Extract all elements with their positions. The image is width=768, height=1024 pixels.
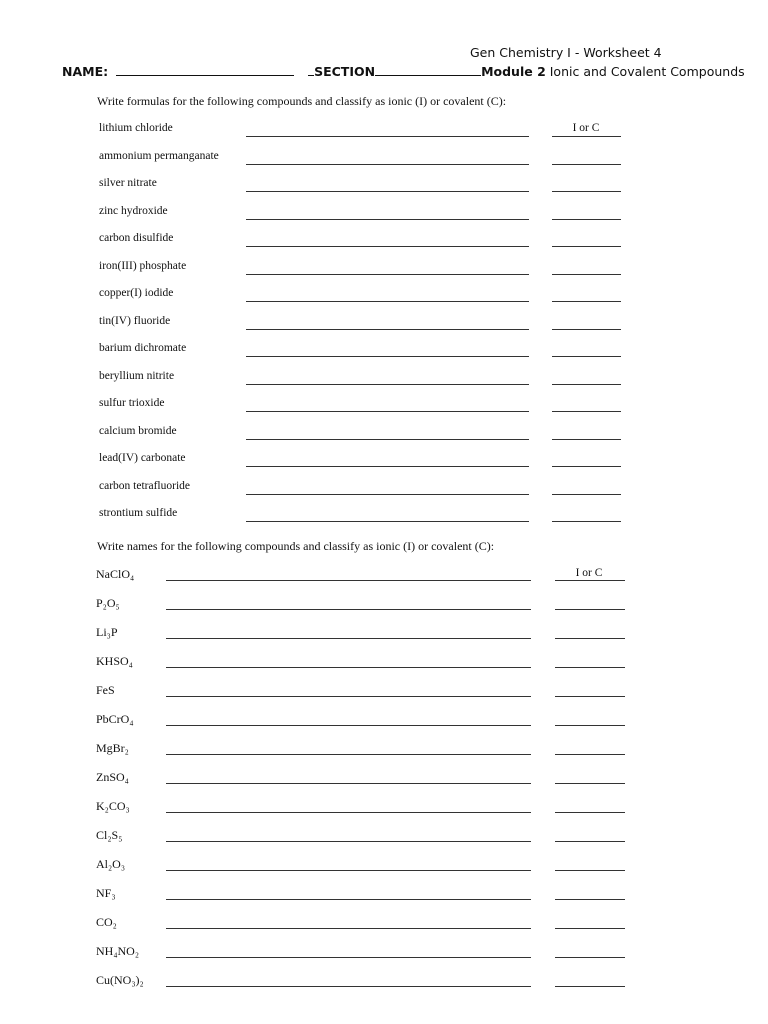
section-label: SECTION: [314, 64, 376, 79]
compound-row: [0, 886, 768, 906]
answer-line[interactable]: [246, 136, 529, 137]
compound-row: [0, 944, 768, 964]
compound-row: [0, 857, 768, 877]
answer-line[interactable]: [166, 841, 531, 842]
answer-line[interactable]: [246, 164, 529, 165]
answer-line[interactable]: [166, 812, 531, 813]
answer-line[interactable]: [166, 899, 531, 900]
compound-row: [0, 596, 768, 616]
classification-line[interactable]: [555, 609, 625, 610]
worksheet-title: Gen Chemistry I - Worksheet 4: [470, 45, 662, 60]
compound-label: NH₄NO₂: [96, 944, 140, 958]
compound-label: carbon tetrafluoride: [99, 479, 190, 492]
name-field[interactable]: [116, 62, 294, 76]
compound-row: [0, 122, 768, 142]
compound-label: strontium sulfide: [99, 507, 178, 519]
classification-line[interactable]: [552, 274, 621, 275]
compound-row: [0, 915, 768, 935]
compound-row: [0, 507, 768, 527]
compound-label: KHSO₄: [96, 654, 133, 668]
classification-header: I or C: [575, 567, 603, 579]
classification-line[interactable]: [555, 696, 625, 697]
header-fields: [62, 62, 745, 79]
answer-line[interactable]: [246, 219, 529, 220]
answer-line[interactable]: [246, 246, 529, 247]
classification-line[interactable]: [552, 466, 621, 467]
compound-row: [0, 425, 768, 445]
compound-row: [0, 770, 768, 790]
classification-line[interactable]: [555, 841, 625, 842]
answer-line[interactable]: [246, 329, 529, 330]
compound-row: [0, 342, 768, 362]
classification-line[interactable]: [552, 301, 621, 302]
classification-line[interactable]: [555, 580, 625, 581]
compound-label: silver nitrate: [99, 177, 157, 189]
compound-row: [0, 452, 768, 472]
compound-label: iron(III) phosphate: [99, 259, 187, 272]
compound-row: [0, 370, 768, 390]
compound-label: PbCrO₄: [96, 712, 134, 726]
classification-line[interactable]: [552, 136, 621, 137]
compound-label: Cu(NO₃)₂: [96, 973, 144, 987]
compound-row: [0, 567, 768, 587]
answer-line[interactable]: [166, 580, 531, 581]
section-field[interactable]: [375, 62, 481, 76]
compound-row: [0, 150, 768, 170]
classification-line[interactable]: [555, 870, 625, 871]
classification-line[interactable]: [552, 494, 621, 495]
answer-line[interactable]: [246, 439, 529, 440]
compound-label: calcium bromide: [99, 424, 177, 437]
compound-row: [0, 654, 768, 674]
answer-line[interactable]: [246, 384, 529, 385]
classification-line[interactable]: [552, 411, 621, 412]
compound-row: [0, 205, 768, 225]
classification-line[interactable]: [555, 667, 625, 668]
name-label: NAME:: [62, 64, 109, 79]
answer-line[interactable]: [166, 696, 531, 697]
classification-line[interactable]: [552, 521, 621, 522]
part2-instruction: Write names for the following compounds and classify as ionic (I) or covalent (C):: [97, 539, 495, 553]
compound-row: [0, 397, 768, 417]
compound-label: sulfur trioxide: [99, 397, 165, 409]
compound-row: [0, 973, 768, 993]
compound-label: lithium chloride: [99, 122, 173, 134]
answer-line[interactable]: [246, 274, 529, 275]
compound-row: [0, 287, 768, 307]
answer-line[interactable]: [246, 191, 529, 192]
classification-line[interactable]: [552, 384, 621, 385]
classification-line[interactable]: [555, 928, 625, 929]
compound-label: P₂O₅: [96, 596, 120, 610]
compound-row: [0, 741, 768, 761]
compound-label: MgBr₂: [96, 741, 129, 755]
module-label: Module 2: [481, 64, 546, 79]
compound-row: [0, 260, 768, 280]
compound-row: [0, 683, 768, 703]
compound-label: barium dichromate: [99, 342, 187, 354]
compound-label: CO₂: [96, 915, 117, 929]
classification-line[interactable]: [555, 986, 625, 987]
classification-line[interactable]: [555, 812, 625, 813]
classification-line[interactable]: [552, 219, 621, 220]
compound-row: [0, 177, 768, 197]
answer-line[interactable]: [246, 521, 529, 522]
compound-label: lead(IV) carbonate: [99, 452, 186, 464]
compound-label: carbon disulfide: [99, 232, 174, 244]
answer-line[interactable]: [166, 783, 531, 784]
compound-label: zinc hydroxide: [99, 204, 168, 217]
classification-line[interactable]: [552, 164, 621, 165]
compound-label: ZnSO₄: [96, 770, 129, 784]
compound-row: [0, 625, 768, 645]
answer-line[interactable]: [166, 986, 531, 987]
compound-row: [0, 480, 768, 500]
answer-line[interactable]: [166, 928, 531, 929]
answer-line[interactable]: [246, 494, 529, 495]
compound-label: NaClO₄: [96, 567, 135, 581]
compound-label: K₂CO₃: [96, 799, 130, 813]
compound-label: ammonium permanganate: [99, 149, 219, 162]
compound-label: Al₂O₃: [96, 857, 126, 871]
classification-line[interactable]: [552, 246, 621, 247]
compound-label: Li₃P: [96, 625, 118, 639]
answer-line[interactable]: [166, 725, 531, 726]
answer-line[interactable]: [166, 870, 531, 871]
compound-label: FeS: [96, 683, 115, 697]
compound-label: Cl₂S₅: [96, 828, 123, 842]
classification-line[interactable]: [555, 725, 625, 726]
answer-line[interactable]: [166, 754, 531, 755]
answer-line[interactable]: [246, 411, 529, 412]
classification-line[interactable]: [555, 957, 625, 958]
module-subtitle: Ionic and Covalent Compounds: [549, 64, 745, 79]
answer-line[interactable]: [246, 356, 529, 357]
compound-label: copper(I) iodide: [99, 287, 174, 299]
answer-line[interactable]: [166, 638, 531, 639]
compound-row: [0, 315, 768, 335]
compound-row: [0, 799, 768, 819]
classification-line[interactable]: [555, 638, 625, 639]
classification-line[interactable]: [555, 754, 625, 755]
classification-line[interactable]: [552, 191, 621, 192]
answer-line[interactable]: [166, 609, 531, 610]
compound-row: [0, 828, 768, 848]
compound-row: [0, 712, 768, 732]
classification-line[interactable]: [552, 439, 621, 440]
classification-line[interactable]: [552, 329, 621, 330]
classification-line[interactable]: [555, 783, 625, 784]
part1-instruction: Write formulas for the following compounds and classify as ionic (I) or covalent (C):: [97, 94, 507, 108]
answer-line[interactable]: [166, 667, 531, 668]
classification-line[interactable]: [555, 899, 625, 900]
answer-line[interactable]: [166, 957, 531, 958]
compound-label: beryllium nitrite: [99, 369, 175, 382]
compound-row: [0, 232, 768, 252]
compound-label: tin(IV) fluoride: [99, 314, 171, 327]
classification-header: I or C: [572, 122, 600, 134]
classification-line[interactable]: [552, 356, 621, 357]
answer-line[interactable]: [246, 301, 529, 302]
answer-line[interactable]: [246, 466, 529, 467]
compound-label: NF₃: [96, 886, 116, 900]
